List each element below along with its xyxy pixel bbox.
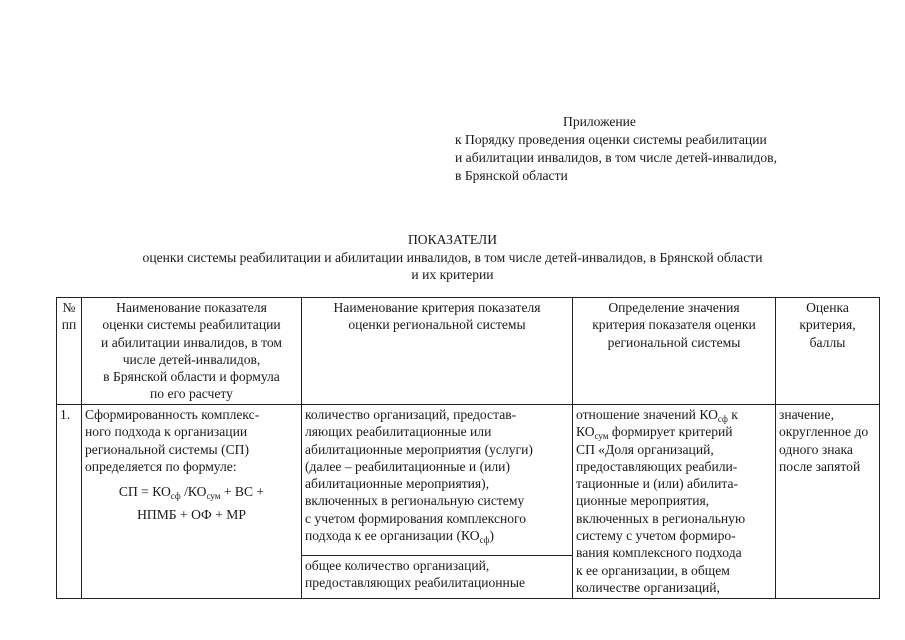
header-line: оценки региональной системы [348, 317, 526, 333]
appendix-heading: Приложение [563, 114, 636, 129]
definition-line: систему с учетом формиро- [576, 528, 736, 544]
header-num-line: пп [61, 317, 77, 333]
indicator-line: ного подхода к организации [85, 424, 248, 440]
score-line: значение, [779, 407, 834, 422]
indicators-table [56, 297, 880, 599]
header-definition [573, 298, 776, 405]
header-score [776, 298, 880, 405]
score-line: после запятой [779, 458, 861, 474]
document-subtitle-2: и их критерии [411, 267, 494, 282]
appendix-line: и абилитации инвалидов, в том числе детей-инвалидов, [455, 150, 777, 165]
row-indicator [82, 405, 302, 599]
definition-line: предоставляющих реабили- [576, 458, 738, 474]
indicator-line: Сформированность комплекс- [85, 407, 260, 422]
definition-line: включенных в региональную [576, 510, 746, 526]
criterion-line: с учетом формирования комплексного [305, 510, 527, 526]
criterion-line: количество организаций, предостав- [305, 407, 517, 422]
header-line: критерия показателя оценки [592, 317, 756, 333]
criterion-line: предоставляющих реабилитационные [305, 575, 526, 591]
header-line: Наименование показателя [116, 300, 267, 315]
header-line: в Брянской области и формула [103, 369, 280, 385]
row-num: 1. [57, 405, 82, 599]
score-line: одного знака [779, 441, 853, 457]
row-criterion-1 [302, 405, 573, 556]
table-header-row [57, 298, 880, 405]
document-title: ПОКАЗАТЕЛИ [407, 232, 498, 247]
appendix-block [455, 113, 777, 185]
header-line: числе детей-инвалидов, [122, 351, 261, 367]
criterion-line: общее количество организаций, [305, 558, 490, 573]
table-row [57, 405, 880, 556]
definition-line: ционные мероприятия, [576, 493, 710, 509]
header-line: Оценка [806, 300, 849, 315]
header-num [57, 298, 82, 405]
appendix-line: к Порядку проведения оценки системы реабилитации [455, 132, 767, 147]
score-line: округленное до [779, 424, 869, 440]
definition-line: тационные и (или) абилита- [576, 476, 739, 492]
row-score [776, 405, 880, 599]
appendix-line: в Брянской области [455, 168, 568, 183]
formula-line-1: СП = $КО_{сф}$ $/КО_{сум}$ + ВС + [118, 484, 265, 502]
header-line: баллы [809, 334, 846, 350]
header-line: Наименование критерия показателя [333, 300, 541, 315]
definition-line: к ее организации, в общем [576, 562, 730, 578]
header-line: и абилитации инвалидов, в том [101, 334, 282, 350]
criterion-line: ляющих реабилитационные или [305, 424, 492, 440]
criterion-line: включенных в региональную систему [305, 493, 525, 509]
header-indicator [82, 298, 302, 405]
definition-line: $КО_{сум}$ формирует критерий [576, 424, 733, 442]
indicator-line: определяется по формуле: [85, 458, 237, 474]
criterion-line: подхода к ее организации $(КО_{сф})$ [305, 528, 495, 546]
header-line: по его расчету [150, 386, 233, 402]
definition-line: отношение значений $КО_{сф}$ к [576, 407, 738, 424]
header-line: критерия, [799, 317, 856, 333]
header-criterion [302, 298, 573, 405]
definition-line: СП «Доля организаций, [576, 441, 714, 457]
formula [85, 483, 298, 524]
header-line: оценки системы реабилитации [102, 317, 281, 333]
formula-line-2: НПМБ + ОФ + МР [137, 507, 246, 523]
criterion-line: (далее – реабилитационные и (или) [305, 458, 510, 474]
header-num-line: № [62, 300, 76, 315]
indicator-line: региональной системы (СП) [85, 441, 250, 457]
definition-line: вания комплексного подхода [576, 545, 742, 561]
header-line: региональной системы [607, 334, 741, 350]
header-line: Определение значения [608, 300, 740, 315]
row-criterion-2 [302, 556, 573, 599]
criterion-line: абилитационные мероприятия), [305, 476, 490, 492]
definition-line: количестве организаций, [576, 579, 720, 595]
document-subtitle: оценки системы реабилитации и абилитации инвалидов, в том числе детей-инвалидов, в Брянской области [142, 250, 763, 265]
criterion-line: абилитационные мероприятия (услуги) [305, 441, 533, 457]
row-definition [573, 405, 776, 599]
